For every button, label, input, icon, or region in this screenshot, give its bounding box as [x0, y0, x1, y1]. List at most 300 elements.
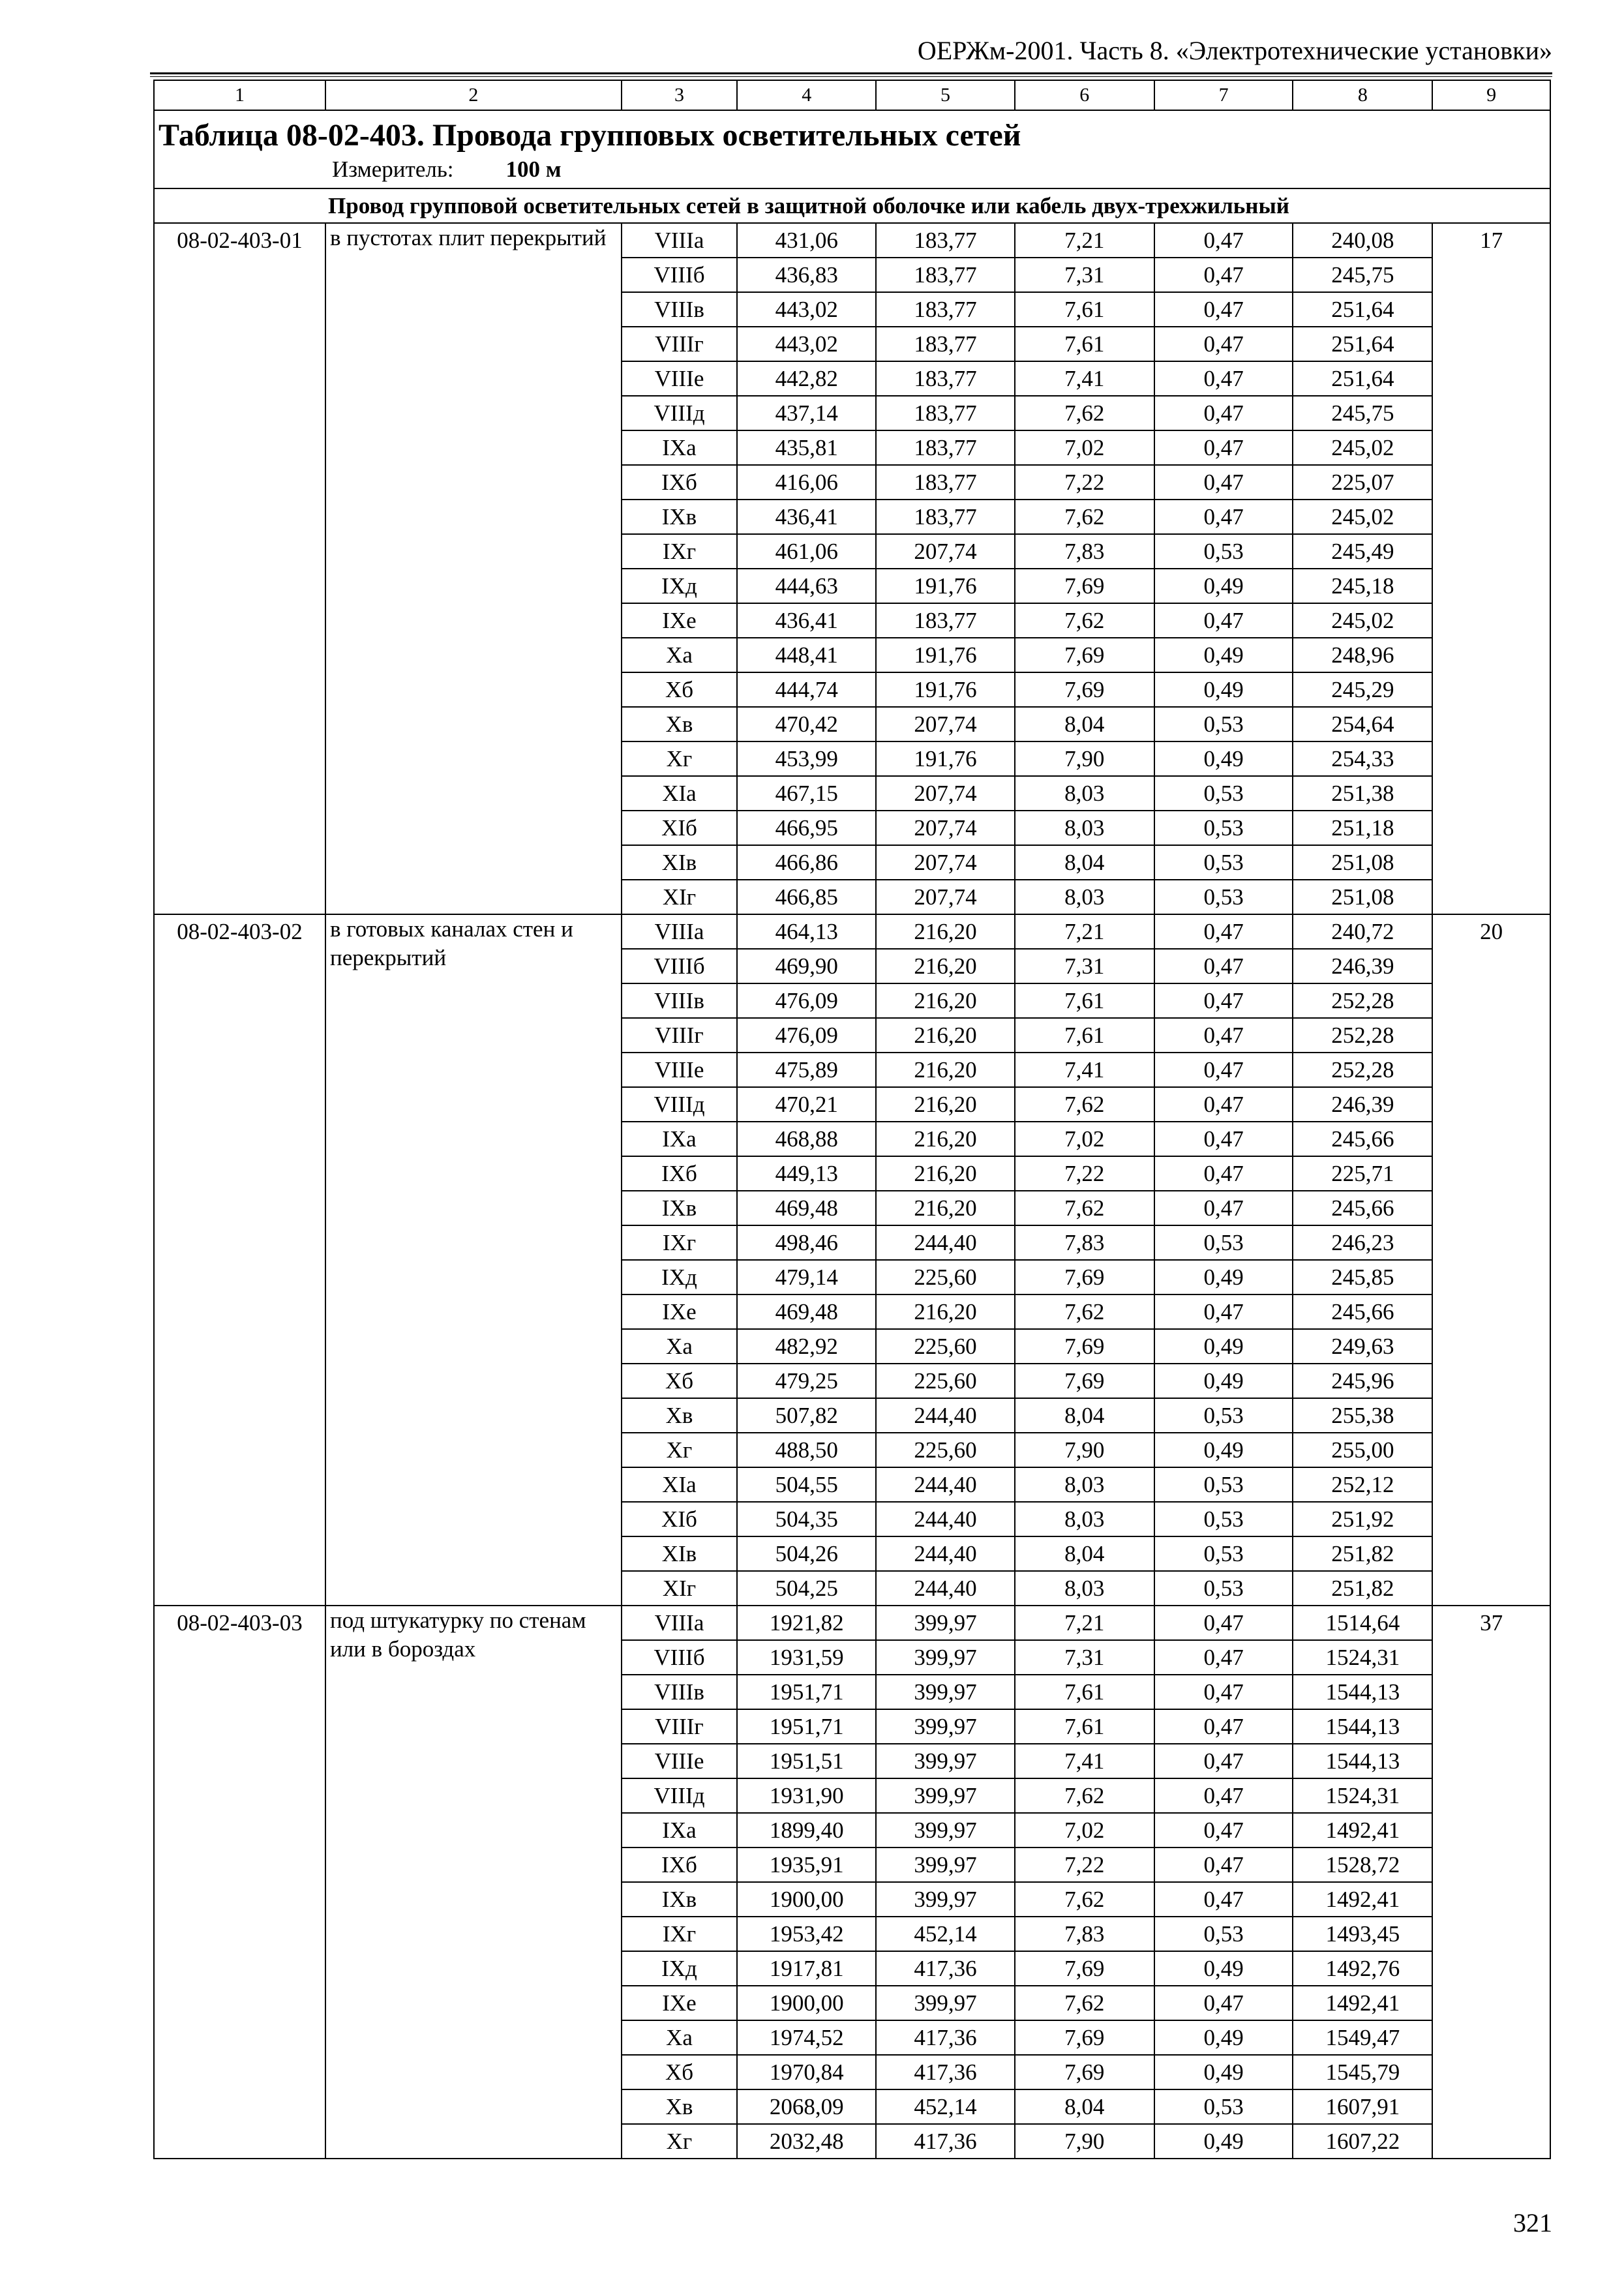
- value-cell: 0,49: [1154, 2055, 1293, 2089]
- zone-cell: VIIIв: [622, 1675, 738, 1709]
- rate-name: в готовых каналах стен и перекрытий: [325, 914, 622, 1606]
- value-cell: 7,22: [1015, 1156, 1154, 1191]
- zone-cell: IXд: [622, 1951, 738, 1986]
- value-cell: 1492,41: [1293, 1882, 1432, 1917]
- value-cell: 452,14: [876, 1917, 1015, 1951]
- value-cell: 7,62: [1015, 1778, 1154, 1813]
- rate-code: 08-02-403-03: [154, 1606, 325, 2159]
- value-cell: 1900,00: [737, 1986, 876, 2020]
- value-cell: 7,69: [1015, 638, 1154, 672]
- value-cell: 476,09: [737, 1018, 876, 1053]
- value-cell: 246,39: [1293, 949, 1432, 983]
- value-cell: 479,25: [737, 1364, 876, 1398]
- value-cell: 7,31: [1015, 258, 1154, 292]
- value-cell: 436,83: [737, 258, 876, 292]
- value-cell: 251,38: [1293, 776, 1432, 811]
- zone-cell: VIIIб: [622, 1640, 738, 1675]
- page-number: 321: [1513, 2208, 1552, 2237]
- value-cell: 0,47: [1154, 1053, 1293, 1087]
- value-cell: 183,77: [876, 258, 1015, 292]
- value-cell: 0,53: [1154, 2089, 1293, 2124]
- table-row: [154, 1606, 1550, 1640]
- column-number: 6: [1015, 80, 1154, 110]
- value-cell: 7,69: [1015, 1951, 1154, 1986]
- zone-cell: Xг: [622, 1433, 738, 1467]
- value-cell: 399,97: [876, 1848, 1015, 1882]
- value-cell: 464,13: [737, 914, 876, 949]
- value-cell: 470,21: [737, 1087, 876, 1122]
- value-cell: 7,61: [1015, 983, 1154, 1018]
- zone-cell: Xа: [622, 638, 738, 672]
- value-cell: 248,96: [1293, 638, 1432, 672]
- value-cell: 245,66: [1293, 1191, 1432, 1225]
- table-row: [154, 223, 1550, 258]
- zone-cell: Xб: [622, 672, 738, 707]
- value-cell: 0,53: [1154, 1536, 1293, 1571]
- value-cell: 1974,52: [737, 2020, 876, 2055]
- rate-col9-value: 20: [1432, 914, 1550, 1606]
- column-number: 2: [325, 80, 622, 110]
- table-subheading: Провод групповой осветительных сетей в защитной оболочке или кабель двух-трехжильный: [154, 188, 1550, 223]
- zone-cell: XIб: [622, 811, 738, 845]
- value-cell: 252,28: [1293, 1018, 1432, 1053]
- zone-cell: IXг: [622, 1225, 738, 1260]
- value-cell: 1917,81: [737, 1951, 876, 1986]
- value-cell: 1524,31: [1293, 1778, 1432, 1813]
- value-cell: 0,53: [1154, 880, 1293, 914]
- value-cell: 254,33: [1293, 741, 1432, 776]
- value-cell: 244,40: [876, 1225, 1015, 1260]
- value-cell: 482,92: [737, 1329, 876, 1364]
- value-cell: 207,74: [876, 534, 1015, 569]
- value-cell: 246,23: [1293, 1225, 1432, 1260]
- zone-cell: VIIIе: [622, 1053, 738, 1087]
- zone-cell: IXд: [622, 1260, 738, 1294]
- value-cell: 7,22: [1015, 465, 1154, 500]
- value-cell: 0,53: [1154, 776, 1293, 811]
- value-cell: 452,14: [876, 2089, 1015, 2124]
- value-cell: 0,47: [1154, 949, 1293, 983]
- value-cell: 183,77: [876, 396, 1015, 430]
- unit-line: [332, 155, 1546, 184]
- value-cell: 0,53: [1154, 845, 1293, 880]
- value-cell: 183,77: [876, 465, 1015, 500]
- value-cell: 0,47: [1154, 1848, 1293, 1882]
- value-cell: 0,53: [1154, 811, 1293, 845]
- column-number: 8: [1293, 80, 1432, 110]
- column-number: 5: [876, 80, 1015, 110]
- value-cell: 8,03: [1015, 811, 1154, 845]
- value-cell: 7,62: [1015, 1986, 1154, 2020]
- unit-value: 100 м: [505, 157, 562, 182]
- zone-cell: IXа: [622, 430, 738, 465]
- value-cell: 216,20: [876, 1018, 1015, 1053]
- value-cell: 191,76: [876, 741, 1015, 776]
- value-cell: 8,04: [1015, 2089, 1154, 2124]
- value-cell: 245,02: [1293, 500, 1432, 534]
- zone-cell: XIа: [622, 776, 738, 811]
- value-cell: 1607,22: [1293, 2124, 1432, 2159]
- value-cell: 216,20: [876, 983, 1015, 1018]
- value-cell: 1900,00: [737, 1882, 876, 1917]
- value-cell: 216,20: [876, 1087, 1015, 1122]
- value-cell: 0,47: [1154, 983, 1293, 1018]
- zone-cell: IXв: [622, 500, 738, 534]
- value-cell: 244,40: [876, 1502, 1015, 1536]
- value-cell: 0,49: [1154, 2020, 1293, 2055]
- value-cell: 7,61: [1015, 327, 1154, 361]
- zone-cell: VIIIе: [622, 1744, 738, 1778]
- value-cell: 475,89: [737, 1053, 876, 1087]
- zone-cell: VIIIд: [622, 1778, 738, 1813]
- value-cell: 1951,71: [737, 1709, 876, 1744]
- value-cell: 7,69: [1015, 2020, 1154, 2055]
- subheading-row: [154, 188, 1550, 223]
- zone-cell: IXв: [622, 1191, 738, 1225]
- header-rule: [150, 72, 1552, 74]
- value-cell: 504,25: [737, 1571, 876, 1606]
- column-number: 7: [1154, 80, 1293, 110]
- value-cell: 251,82: [1293, 1571, 1432, 1606]
- zone-cell: VIIIа: [622, 914, 738, 949]
- value-cell: 504,55: [737, 1467, 876, 1502]
- value-cell: 1544,13: [1293, 1675, 1432, 1709]
- value-cell: 225,60: [876, 1364, 1015, 1398]
- value-cell: 0,49: [1154, 1951, 1293, 1986]
- zone-cell: IXе: [622, 603, 738, 638]
- value-cell: 444,74: [737, 672, 876, 707]
- value-cell: 8,04: [1015, 1536, 1154, 1571]
- value-cell: 252,28: [1293, 1053, 1432, 1087]
- value-cell: 251,64: [1293, 361, 1432, 396]
- value-cell: 183,77: [876, 603, 1015, 638]
- rate-col9-value: 17: [1432, 223, 1550, 914]
- value-cell: 7,62: [1015, 500, 1154, 534]
- value-cell: 469,48: [737, 1191, 876, 1225]
- zone-cell: Xг: [622, 741, 738, 776]
- value-cell: 0,47: [1154, 500, 1293, 534]
- value-cell: 0,47: [1154, 1675, 1293, 1709]
- value-cell: 0,47: [1154, 1986, 1293, 2020]
- value-cell: 216,20: [876, 1294, 1015, 1329]
- value-cell: 0,47: [1154, 1156, 1293, 1191]
- value-cell: 417,36: [876, 1951, 1015, 1986]
- value-cell: 183,77: [876, 500, 1015, 534]
- value-cell: 7,61: [1015, 1709, 1154, 1744]
- value-cell: 245,96: [1293, 1364, 1432, 1398]
- value-cell: 7,31: [1015, 1640, 1154, 1675]
- zone-cell: VIIIг: [622, 1709, 738, 1744]
- value-cell: 246,39: [1293, 1087, 1432, 1122]
- value-cell: 7,41: [1015, 361, 1154, 396]
- value-cell: 7,62: [1015, 603, 1154, 638]
- value-cell: 399,97: [876, 1606, 1015, 1640]
- value-cell: 255,00: [1293, 1433, 1432, 1467]
- value-cell: 0,47: [1154, 1191, 1293, 1225]
- value-cell: 245,29: [1293, 672, 1432, 707]
- value-cell: 207,74: [876, 707, 1015, 741]
- value-cell: 252,28: [1293, 983, 1432, 1018]
- value-cell: 245,49: [1293, 534, 1432, 569]
- value-cell: 2068,09: [737, 2089, 876, 2124]
- value-cell: 0,47: [1154, 1640, 1293, 1675]
- value-cell: 7,69: [1015, 569, 1154, 603]
- value-cell: 0,47: [1154, 1709, 1293, 1744]
- value-cell: 225,60: [876, 1329, 1015, 1364]
- value-cell: 7,21: [1015, 914, 1154, 949]
- value-cell: 225,71: [1293, 1156, 1432, 1191]
- value-cell: 240,72: [1293, 914, 1432, 949]
- value-cell: 8,04: [1015, 1398, 1154, 1433]
- value-cell: 0,47: [1154, 361, 1293, 396]
- value-cell: 417,36: [876, 2020, 1015, 2055]
- value-cell: 0,47: [1154, 223, 1293, 258]
- value-cell: 436,41: [737, 500, 876, 534]
- zone-cell: VIIIв: [622, 983, 738, 1018]
- value-cell: 0,47: [1154, 292, 1293, 327]
- value-cell: 0,47: [1154, 1813, 1293, 1848]
- value-cell: 0,47: [1154, 914, 1293, 949]
- value-cell: 469,48: [737, 1294, 876, 1329]
- value-cell: 0,47: [1154, 1087, 1293, 1122]
- value-cell: 207,74: [876, 880, 1015, 914]
- table-title-row: [154, 110, 1550, 188]
- zone-cell: IXа: [622, 1813, 738, 1848]
- value-cell: 8,03: [1015, 1502, 1154, 1536]
- value-cell: 2032,48: [737, 2124, 876, 2159]
- value-cell: 469,90: [737, 949, 876, 983]
- value-cell: 1528,72: [1293, 1848, 1432, 1882]
- value-cell: 449,13: [737, 1156, 876, 1191]
- value-cell: 245,85: [1293, 1260, 1432, 1294]
- value-cell: 448,41: [737, 638, 876, 672]
- rates-table: [153, 80, 1551, 2159]
- value-cell: 1545,79: [1293, 2055, 1432, 2089]
- value-cell: 7,61: [1015, 1018, 1154, 1053]
- value-cell: 1492,76: [1293, 1951, 1432, 1986]
- value-cell: 0,53: [1154, 1225, 1293, 1260]
- value-cell: 0,47: [1154, 258, 1293, 292]
- zone-cell: Xа: [622, 2020, 738, 2055]
- value-cell: 470,42: [737, 707, 876, 741]
- value-cell: 0,47: [1154, 430, 1293, 465]
- value-cell: 437,14: [737, 396, 876, 430]
- value-cell: 417,36: [876, 2124, 1015, 2159]
- value-cell: 240,08: [1293, 223, 1432, 258]
- value-cell: 7,83: [1015, 1225, 1154, 1260]
- value-cell: 183,77: [876, 327, 1015, 361]
- rate-code: 08-02-403-02: [154, 914, 325, 1606]
- value-cell: 0,47: [1154, 396, 1293, 430]
- value-cell: 504,26: [737, 1536, 876, 1571]
- value-cell: 7,69: [1015, 1329, 1154, 1364]
- value-cell: 416,06: [737, 465, 876, 500]
- value-cell: 0,49: [1154, 638, 1293, 672]
- value-cell: 443,02: [737, 292, 876, 327]
- value-cell: 183,77: [876, 430, 1015, 465]
- value-cell: 417,36: [876, 2055, 1015, 2089]
- value-cell: 7,69: [1015, 1260, 1154, 1294]
- zone-cell: Xа: [622, 1329, 738, 1364]
- zone-cell: Xб: [622, 1364, 738, 1398]
- value-cell: 479,14: [737, 1260, 876, 1294]
- value-cell: 466,95: [737, 811, 876, 845]
- value-cell: 8,03: [1015, 776, 1154, 811]
- zone-cell: IXг: [622, 1917, 738, 1951]
- value-cell: 245,75: [1293, 396, 1432, 430]
- column-number: 3: [622, 80, 738, 110]
- value-cell: 0,47: [1154, 1778, 1293, 1813]
- value-cell: 0,47: [1154, 1882, 1293, 1917]
- zone-cell: VIIIе: [622, 361, 738, 396]
- zone-cell: XIг: [622, 1571, 738, 1606]
- value-cell: 399,97: [876, 1813, 1015, 1848]
- value-cell: 216,20: [876, 1156, 1015, 1191]
- zone-cell: VIIIг: [622, 1018, 738, 1053]
- zone-cell: VIIIг: [622, 327, 738, 361]
- column-number-row: [154, 80, 1550, 110]
- value-cell: 7,62: [1015, 1087, 1154, 1122]
- value-cell: 436,41: [737, 603, 876, 638]
- value-cell: 225,60: [876, 1433, 1015, 1467]
- value-cell: 399,97: [876, 1744, 1015, 1778]
- zone-cell: IXе: [622, 1986, 738, 2020]
- value-cell: 225,60: [876, 1260, 1015, 1294]
- value-cell: 442,82: [737, 361, 876, 396]
- value-cell: 7,90: [1015, 1433, 1154, 1467]
- value-cell: 1607,91: [1293, 2089, 1432, 2124]
- value-cell: 7,02: [1015, 1122, 1154, 1156]
- running-header: ОЕРЖм-2001. Часть 8. «Электротехнические установки»: [917, 36, 1552, 65]
- zone-cell: IXб: [622, 465, 738, 500]
- value-cell: 254,64: [1293, 707, 1432, 741]
- value-cell: 216,20: [876, 1053, 1015, 1087]
- value-cell: 1951,71: [737, 1675, 876, 1709]
- column-number: 9: [1432, 80, 1550, 110]
- zone-cell: Xв: [622, 1398, 738, 1433]
- value-cell: 7,83: [1015, 534, 1154, 569]
- value-cell: 0,49: [1154, 569, 1293, 603]
- zone-cell: Xв: [622, 2089, 738, 2124]
- value-cell: 498,46: [737, 1225, 876, 1260]
- value-cell: 251,08: [1293, 845, 1432, 880]
- value-cell: 1935,91: [737, 1848, 876, 1882]
- value-cell: 453,99: [737, 741, 876, 776]
- zone-cell: VIIIд: [622, 396, 738, 430]
- zone-cell: VIIIб: [622, 258, 738, 292]
- value-cell: 1931,59: [737, 1640, 876, 1675]
- value-cell: 1492,41: [1293, 1813, 1432, 1848]
- table-title: Таблица 08-02-403. Провода групповых осветительных сетей: [158, 118, 1021, 153]
- zone-cell: VIIIв: [622, 292, 738, 327]
- value-cell: 244,40: [876, 1398, 1015, 1433]
- value-cell: 225,07: [1293, 465, 1432, 500]
- value-cell: 0,53: [1154, 1467, 1293, 1502]
- value-cell: 7,31: [1015, 949, 1154, 983]
- value-cell: 0,49: [1154, 2124, 1293, 2159]
- value-cell: 8,04: [1015, 845, 1154, 880]
- value-cell: 1493,45: [1293, 1917, 1432, 1951]
- value-cell: 216,20: [876, 1191, 1015, 1225]
- value-cell: 7,62: [1015, 1191, 1154, 1225]
- zone-cell: XIб: [622, 1502, 738, 1536]
- value-cell: 7,22: [1015, 1848, 1154, 1882]
- value-cell: 244,40: [876, 1467, 1015, 1502]
- rate-name: в пустотах плит перекрытий: [325, 223, 622, 914]
- value-cell: 1953,42: [737, 1917, 876, 1951]
- zone-cell: VIIIд: [622, 1087, 738, 1122]
- value-cell: 0,49: [1154, 1260, 1293, 1294]
- value-cell: 399,97: [876, 1778, 1015, 1813]
- value-cell: 245,02: [1293, 603, 1432, 638]
- value-cell: 399,97: [876, 1675, 1015, 1709]
- value-cell: 7,61: [1015, 1675, 1154, 1709]
- value-cell: 8,03: [1015, 880, 1154, 914]
- value-cell: 1970,84: [737, 2055, 876, 2089]
- zone-cell: IXб: [622, 1848, 738, 1882]
- value-cell: 1492,41: [1293, 1986, 1432, 2020]
- value-cell: 476,09: [737, 983, 876, 1018]
- value-cell: 7,62: [1015, 396, 1154, 430]
- value-cell: 0,49: [1154, 672, 1293, 707]
- value-cell: 7,69: [1015, 1364, 1154, 1398]
- value-cell: 1931,90: [737, 1778, 876, 1813]
- value-cell: 0,53: [1154, 1398, 1293, 1433]
- value-cell: 0,47: [1154, 1294, 1293, 1329]
- rate-col9-value: 37: [1432, 1606, 1550, 2159]
- value-cell: 8,03: [1015, 1571, 1154, 1606]
- value-cell: 207,74: [876, 811, 1015, 845]
- value-cell: 461,06: [737, 534, 876, 569]
- value-cell: 431,06: [737, 223, 876, 258]
- value-cell: 0,47: [1154, 1606, 1293, 1640]
- value-cell: 183,77: [876, 292, 1015, 327]
- zone-cell: VIIIа: [622, 1606, 738, 1640]
- value-cell: 191,76: [876, 672, 1015, 707]
- value-cell: 1921,82: [737, 1606, 876, 1640]
- table-title-cell: [154, 110, 1550, 188]
- zone-cell: IXв: [622, 1882, 738, 1917]
- zone-cell: IXг: [622, 534, 738, 569]
- header-rule-thin: [150, 76, 1552, 77]
- value-cell: 0,53: [1154, 1571, 1293, 1606]
- value-cell: 1549,47: [1293, 2020, 1432, 2055]
- value-cell: 245,18: [1293, 569, 1432, 603]
- value-cell: 251,64: [1293, 292, 1432, 327]
- zone-cell: XIв: [622, 845, 738, 880]
- value-cell: 251,82: [1293, 1536, 1432, 1571]
- value-cell: 216,20: [876, 1122, 1015, 1156]
- value-cell: 507,82: [737, 1398, 876, 1433]
- value-cell: 7,21: [1015, 1606, 1154, 1640]
- value-cell: 1951,51: [737, 1744, 876, 1778]
- value-cell: 7,90: [1015, 741, 1154, 776]
- value-cell: 504,35: [737, 1502, 876, 1536]
- value-cell: 399,97: [876, 1986, 1015, 2020]
- value-cell: 399,97: [876, 1882, 1015, 1917]
- value-cell: 7,69: [1015, 2055, 1154, 2089]
- value-cell: 245,02: [1293, 430, 1432, 465]
- value-cell: 183,77: [876, 223, 1015, 258]
- zone-cell: Xг: [622, 2124, 738, 2159]
- value-cell: 251,64: [1293, 327, 1432, 361]
- unit-label: Измеритель:: [332, 157, 454, 182]
- value-cell: 1524,31: [1293, 1640, 1432, 1675]
- value-cell: 0,47: [1154, 1122, 1293, 1156]
- rate-code: 08-02-403-01: [154, 223, 325, 914]
- value-cell: 1544,13: [1293, 1709, 1432, 1744]
- value-cell: 488,50: [737, 1433, 876, 1467]
